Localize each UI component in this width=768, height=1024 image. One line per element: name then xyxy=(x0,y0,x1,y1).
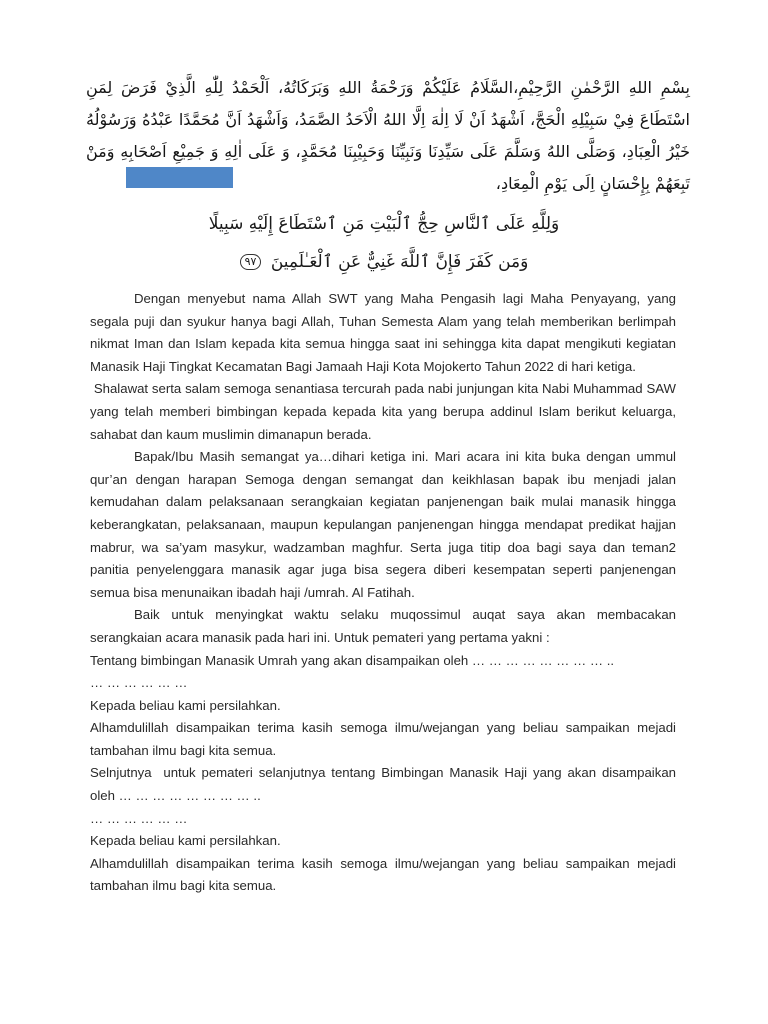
verse-line-2-text: وَمَن كَفَرَ فَإِنَّ ٱللَّهَ غَنِيٌّ عَنِ ٱلْعَـٰلَمِينَ xyxy=(270,252,529,272)
paragraph-opening: Dengan menyebut nama Allah SWT yang Maha Pengasih lagi Maha Penyayang, yang segala puji dan syukur hanya bagi Allah, Tuhan Semesta Alam yang telah memberikan berlimpah nikmat Iman dan Islam kepada kita semua hingga saat ini sehingga kita dapat mengikuti kegiatan Manasik Haji Tingkat Kecamatan Bagi Jamaah Haji Kota Mojokerto Tahun 2022 di hari ketiga. xyxy=(90,291,676,374)
speaker-2-name-placeholder: … … … … … … xyxy=(90,810,188,826)
paragraph-fatihah: Bapak/Ibu Masih semangat ya…dihari ketiga ini. Mari acara ini kita buka dengan ummul qur’an dengan harapan Semoga dengan semangat dan keikhlasan bapak ibu menjadi jalan kemudahan dalam pelaksanaan serangkaian kegiatan panjenengan baik mulai manasik hingga keberangkatan, pelaksanaan, maupun kepulangan panjenengan hingga mendapat predikat hajjan mabrur, wa sa’yam masykur, wadzamban maghfur. Serta juga titip doa bagi saya dan teman2 panitia penyelenggara manasik agar juga bisa segera diberi kesempatan seperti panjenengan semua bisa menunaikan ibadah haji /umrah. Al Fatihah. xyxy=(90,449,676,600)
speaker-2-invitation: Kepada beliau kami persilahkan. xyxy=(90,833,281,849)
speech-body xyxy=(90,288,680,898)
verse-line-1: وَلِلَّهِ عَلَى ٱلنَّاسِ حِجُّ ٱلْبَيْتِ مَنِ ٱسْتَطَاعَ إِلَيْهِ سَبِيلًا xyxy=(208,214,560,234)
verse-number-marker: ٩٧ xyxy=(240,254,262,270)
redaction-box xyxy=(126,167,233,188)
speaker-1-invitation: Kepada beliau kami persilahkan. xyxy=(90,697,281,713)
speaker-2-intro: Selnjutnya untuk pemateri selanjutnya tentang Bimbingan Manasik Haji yang akan disampaikan oleh … … … … … … … … .. xyxy=(90,765,680,804)
paragraph-shalawat: Shalawat serta salam semoga senantiasa tercurah pada nabi junjungan kita Nabi Muhammad SAW yang telah memberi bimbingan kepada kepada kita yang berupa addinul Islam berikut keluarga, sahabat dan kaum muslimin dimanapun berada. xyxy=(90,381,680,442)
speaker-1-intro: Tentang bimbingan Manasik Umrah yang akan disampaikan oleh … … … … … … … … .. xyxy=(90,652,615,668)
speaker-1-name-placeholder: … … … … … … xyxy=(90,675,188,691)
arabic-opening-text: بِسْمِ اللهِ الرَّحْمٰنِ الرَّحِيْمِ،السَّلَامُ عَلَيْكُمْ وَرَحْمَةُ اللهِ وَبَرَكَاتُهُ، اَلْحَمْدُ لِلّٰهِ الَّذِيْ فَرَضَ لِمَنِ اسْتَطَاعَ فِيْ سَبِيْلِهِ الْحَجَّ، اَشْهَدُ اَنْ لَا اِلٰهَ اِلَّا اللهُ الْاَحَدُ الصَّمَدُ، وَاَشْهَدُ اَنَّ مُحَمَّدًا عَبْدُهُ وَرَسُوْلُهُ خَيْرُ الْعِبَادِ، وَصَلَّى اللهُ وَسَلَّمَ عَلَى سَيِّدِنَا وَنَبِيِّنَا وَحَبِيْبِنَا مُحَمَّدٍ، وَ عَلَى اٰلِهِ وَ جَمِيْعِ اَصْحَابِهِ وَمَنْ تَبِعَهُمْ بِإِحْسَانٍ اِلَى يَوْمِ الْمِعَادِ، xyxy=(86,78,690,193)
speaker-2-thanks: Alhamdulillah disampaikan terima kasih semoga ilmu/wejangan yang beliau sampaikan mejadi tambahan ilmu bagi kita semua. xyxy=(90,855,676,894)
verse-line-2 xyxy=(150,243,618,281)
quran-verse xyxy=(150,205,618,281)
paragraph-agenda: Baik untuk menyingkat waktu selaku muqossimul auqat saya akan membacakan serangkaian acara manasik pada hari ini. Untuk pemateri yang pertama yakni : xyxy=(90,607,676,645)
speaker-1-thanks: Alhamdulillah disampaikan terima kasih semoga ilmu/wejangan yang beliau sampaikan mejadi tambahan ilmu bagi kita semua. xyxy=(90,720,676,758)
